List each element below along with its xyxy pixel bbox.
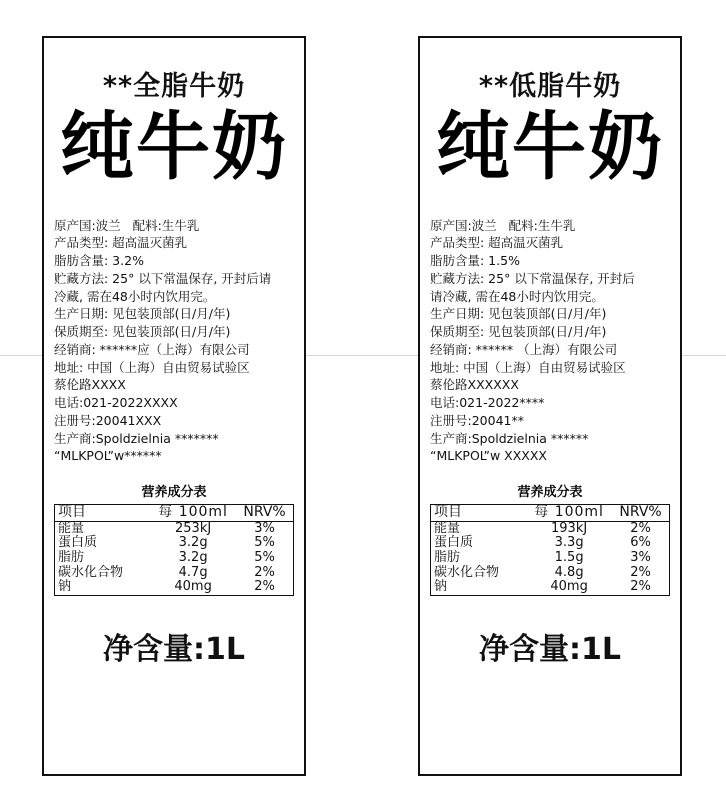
product-name: 纯牛奶: [60, 104, 288, 190]
cell-item: 碳水化合物: [434, 564, 500, 580]
cell-nrv: 3%: [254, 520, 275, 536]
info-line: 原产国:波兰 配料:生牛乳: [54, 217, 200, 233]
info-line: 贮藏方法: 25° 以下常温保存, 开封后: [430, 270, 635, 286]
cell-nrv: 2%: [630, 564, 651, 580]
info-line: 冷藏, 需在48小时内饮用完。: [54, 288, 216, 304]
info-line: 蔡伦路XXXX: [54, 377, 126, 393]
table-row: [431, 566, 670, 581]
info-line: 产品类型: 超高温灭菌乳: [54, 235, 188, 251]
cell-nrv: 2%: [630, 579, 651, 595]
product-label-whole-milk: [42, 36, 306, 776]
brand-title: **低脂牛奶: [478, 71, 622, 102]
table-row: [55, 551, 294, 566]
cell-item: 钠: [434, 579, 448, 595]
product-name: 纯牛奶: [436, 104, 664, 190]
column-header-amount: 每 100ml: [526, 505, 612, 522]
nutrition-table: [430, 504, 670, 595]
cell-item: 脂肪: [434, 549, 461, 565]
cell-amount: 40mg: [174, 579, 212, 595]
info-line: 注册号:20041**: [430, 412, 524, 428]
info-line: 注册号:20041XXX: [54, 412, 162, 428]
info-line: 保质期至: 见包装顶部(日/月/年): [54, 324, 231, 340]
cell-nrv: 3%: [630, 549, 651, 565]
table-row: [431, 536, 670, 551]
cell-amount: 4.8g: [554, 564, 584, 580]
info-line: 产品类型: 超高温灭菌乳: [430, 235, 564, 251]
cell-amount: 3.2g: [178, 549, 208, 565]
info-line: 经销商: ******应（上海）有限公司: [54, 341, 250, 357]
info-line: 生产商:Spoldzielnia *******: [54, 430, 219, 446]
column-header-amount: 每 100ml: [150, 505, 236, 522]
column-header-nrv: NRV%: [612, 505, 669, 522]
nutrition-table-title: 营养成分表: [141, 485, 207, 501]
cell-item: 脂肪: [58, 549, 85, 565]
net-volume: 净含量:1L: [479, 631, 621, 667]
info-line: “MLKPOL”w******: [54, 448, 162, 464]
cell-amount: 1.5g: [554, 549, 584, 565]
info-line: 地址: 中国（上海）自由贸易试验区: [430, 359, 626, 375]
table-row: [55, 580, 294, 595]
cell-amount: 4.7g: [178, 564, 208, 580]
cell-nrv: 6%: [630, 535, 651, 551]
info-line: “MLKPOL”w XXXXX: [430, 448, 547, 464]
cell-amount: 193kJ: [551, 520, 588, 536]
column-header-nrv: NRV%: [236, 505, 293, 522]
table-row: [55, 521, 294, 536]
cell-item: 钠: [58, 579, 72, 595]
info-line: 经销商: ****** （上海）有限公司: [430, 341, 618, 357]
info-line: 电话:021-2022****: [430, 395, 545, 411]
cell-nrv: 2%: [630, 520, 651, 536]
table-row: [55, 536, 294, 551]
info-line: 请冷藏, 需在48小时内饮用完。: [430, 288, 604, 304]
info-line: 贮藏方法: 25° 以下常温保存, 开封后请: [54, 270, 272, 286]
cell-amount: 3.2g: [178, 535, 208, 551]
column-header-item: 项目: [431, 505, 527, 522]
brand-title: **全脂牛奶: [102, 71, 246, 102]
nutrition-table-title: 营养成分表: [517, 485, 583, 501]
info-line: 电话:021-2022XXXX: [54, 395, 178, 411]
table-row: [431, 521, 670, 536]
cell-amount: 253kJ: [175, 520, 212, 536]
info-line: 生产商:Spoldzielnia ******: [430, 430, 589, 446]
cell-nrv: 5%: [254, 535, 275, 551]
cell-item: 蛋白质: [58, 535, 98, 551]
cell-nrv: 2%: [254, 579, 275, 595]
nutrition-table: [54, 504, 294, 595]
table-row: [431, 551, 670, 566]
cell-nrv: 5%: [254, 549, 275, 565]
table-row: [431, 580, 670, 595]
info-line: 脂肪含量: 3.2%: [54, 253, 144, 269]
cell-item: 能量: [434, 520, 461, 536]
cell-amount: 40mg: [550, 579, 588, 595]
net-volume: 净含量:1L: [103, 631, 245, 667]
cell-item: 碳水化合物: [58, 564, 124, 580]
cell-amount: 3.3g: [554, 535, 584, 551]
table-header-row: [55, 505, 294, 522]
info-line: 原产国:波兰 配料:生牛乳: [430, 217, 576, 233]
cell-nrv: 2%: [254, 564, 275, 580]
cell-item: 蛋白质: [434, 535, 474, 551]
column-header-item: 项目: [55, 505, 151, 522]
info-line: 地址: 中国（上海）自由贸易试验区: [54, 359, 250, 375]
info-line: 蔡伦路XXXXXX: [430, 377, 519, 393]
product-info-block: [430, 217, 670, 466]
table-row: [55, 566, 294, 581]
table-header-row: [431, 505, 670, 522]
info-line: 保质期至: 见包装顶部(日/月/年): [430, 324, 607, 340]
info-line: 生产日期: 见包装顶部(日/月/年): [430, 306, 607, 322]
product-info-block: [54, 217, 294, 466]
cell-item: 能量: [58, 520, 85, 536]
product-label-low-fat-milk: [418, 36, 682, 776]
info-line: 生产日期: 见包装顶部(日/月/年): [54, 306, 231, 322]
info-line: 脂肪含量: 1.5%: [430, 253, 520, 269]
